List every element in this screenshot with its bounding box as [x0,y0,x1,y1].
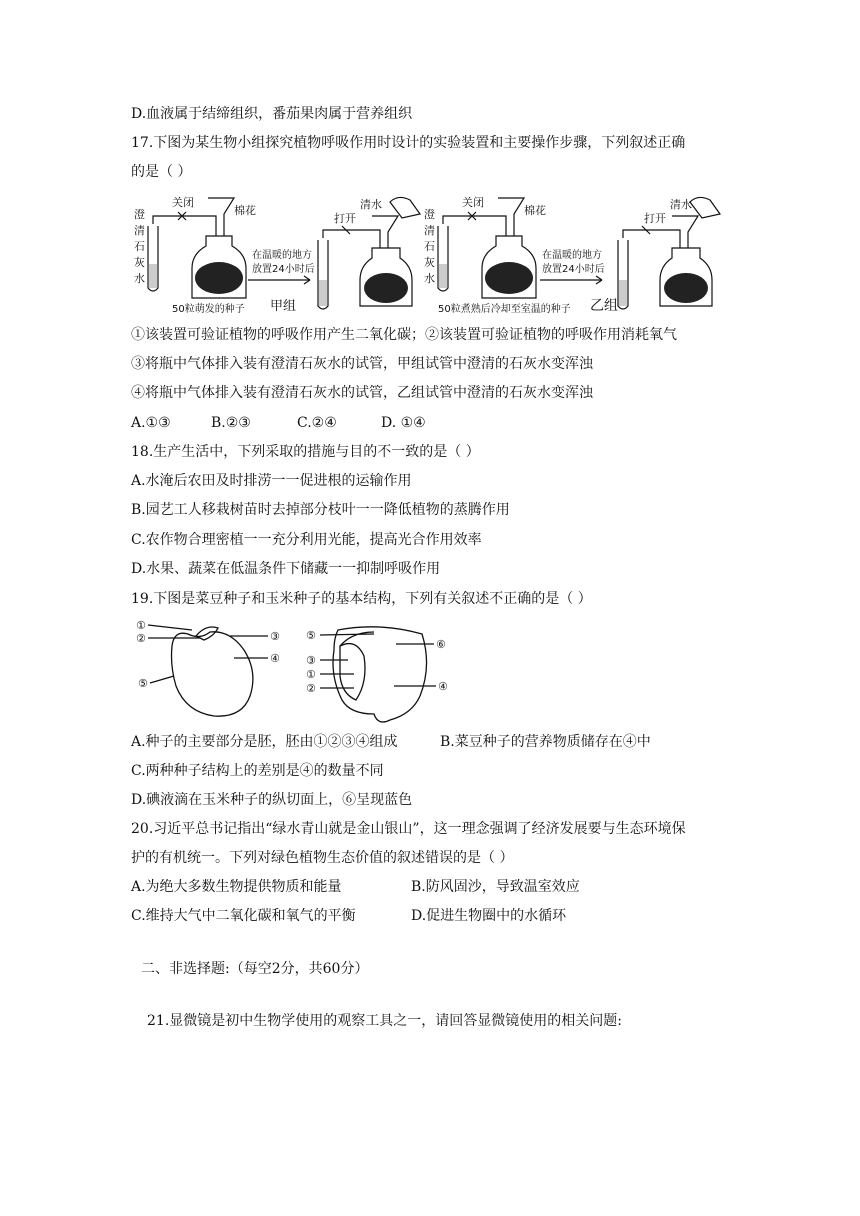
q17-option-c: C.②④ [297,415,337,431]
limewater-char-3-b: 石 [424,240,435,253]
label-group-b: 乙组 [590,298,618,314]
label-open-b: 打开 [644,212,666,225]
seeds-a2 [364,273,408,303]
q20-option-c: C.维持大气中二氧化碳和氧气的平衡 [131,908,356,924]
water-beaker-b [690,197,720,218]
funnel-a1 [208,198,234,236]
corn-label-4: ④ [438,680,448,693]
label-water-a: 清水 [360,198,382,211]
label-cotton-a: 棉花 [234,204,256,217]
q18-option-d: D.水果、蔬菜在低温条件下储藏一一抑制呼吸作用 [131,561,441,577]
label-closed-a: 关闭 [172,196,194,209]
limewater-char-2-a: 清 [134,224,145,237]
corn-label-5: ⑤ [306,629,316,642]
seeds-b1 [485,262,533,294]
q17-statement-1-2: ①该装置可验证植物的呼吸作用产生二氧化碳；②该装置可验证植物的呼吸作用消耗氧气 [131,327,677,343]
limewater-char-1-a: 澄 [134,208,145,221]
limewater-char-2-b: 清 [424,224,435,237]
bean-label-1: ① [136,619,146,632]
q17-stem-line1: 17.下图为某生物小组探究植物呼吸作用时设计的实验装置和主要操作步骤，下列叙述正确 [131,135,686,151]
bean-label-4: ④ [270,652,280,665]
label-warm-1-b: 在温暖的地方 [542,250,602,261]
label-warm-2-a: 放置24小时后 [252,264,315,275]
q17-option-b: B.②③ [211,415,251,431]
q18-stem: 18.生产生活中，下列采取的措施与目的不一致的是（ ） [131,444,480,460]
label-warm-2-b: 放置24小时后 [542,264,605,275]
limewater-char-5-b: 水 [424,272,435,285]
label-open-a: 打开 [334,212,356,225]
q19-option-c: C.两种种子结构上的差别是④的数量不同 [131,763,384,779]
q17-option-a: A.①③ [131,415,171,431]
q18-option-b: B.园艺工人移栽树苗时去掉部分枝叶一一降低植物的蒸腾作用 [131,502,510,518]
label-group-a: 甲组 [270,299,297,314]
q20-option-b: B.防风固沙，导致温室效应 [411,879,580,895]
q18-option-a: A.水淹后农田及时排涝一一促进根的运输作用 [131,473,412,489]
bean-label-2: ② [136,632,146,645]
label-water-b: 清水 [670,198,692,211]
water-beaker-a [390,197,420,218]
q19-option-d: D.碘液滴在玉米种子的纵切面上，⑥呈现蓝色 [131,792,413,808]
limewater-char-5-a: 水 [134,272,145,285]
q17-stem-line2: 的是（ ） [131,164,192,180]
q17-statement-3: ③将瓶中气体排入装有澄清石灰水的试管，甲组试管中澄清的石灰水变浑浊 [131,356,593,372]
limewater-char-4-b: 灰 [424,256,435,269]
label-seeds-b: 50粒煮熟后冷却至室温的种子 [438,304,571,315]
q17-experiment-figure [128,188,728,318]
label-closed-b: 关闭 [462,196,484,209]
bean-label-5: ⑤ [138,677,148,690]
section-2-title: 二、非选择题:（每空2分，共60分） [141,961,369,977]
corn-embryo [340,644,365,700]
limewater-char-3-a: 石 [134,240,145,253]
q19-seed-figure [130,616,460,726]
seeds-a1 [195,262,243,294]
funnel-b2 [672,216,698,248]
q19-option-b: B.菜豆种子的营养物质储存在④中 [440,734,651,750]
q17-statement-4: ④将瓶中气体排入装有澄清石灰水的试管，乙组试管中澄清的石灰水变浑浊 [131,385,593,401]
q20-stem-line1: 20.习近平总书记指出“绿水青山就是金山银山”，这一理念强调了经济发展要与生态环境保 [131,821,686,837]
q20-stem-line2: 护的有机统一。下列对绿色植物生态价值的叙述错误的是（ ） [131,850,514,866]
corn-label-2: ② [306,682,316,695]
q16-option-d: D.血液属于结缔组织，番茄果肉属于营养组织 [131,106,413,122]
q20-option-a: A.为绝大多数生物提供物质和能量 [131,879,342,895]
label-warm-1-a: 在温暖的地方 [252,250,312,261]
bean-seed-outline [172,632,253,716]
q18-option-c: C.农作物合理密植一一充分利用光能，提高光合作用效率 [131,532,482,548]
bean-label-3: ③ [270,630,280,643]
funnel-b1 [498,198,524,236]
corn-label-3: ③ [306,654,316,667]
q20-option-d: D.促进生物圈中的水循环 [411,908,567,924]
corn-label-1: ① [306,668,316,681]
label-seeds-a: 50粒萌发的种子 [172,304,245,315]
q19-stem: 19.下图是菜豆种子和玉米种子的基本结构，下列有关叙述不正确的是（ ） [131,591,592,607]
q19-option-a: A.种子的主要部分是胚，胚由①②③④组成 [131,734,398,750]
funnel-a2 [372,216,398,248]
limewater-char-1-b: 澄 [424,208,435,221]
label-cotton-b: 棉花 [524,204,546,217]
q21-stem: 21.显微镜是初中生物学使用的观察工具之一，请回答显微镜使用的相关问题: [147,1013,622,1029]
corn-label-6: ⑥ [436,638,446,651]
seeds-b2 [664,273,708,303]
q17-option-d: D. ①④ [381,415,426,431]
limewater-char-4-a: 灰 [134,256,145,269]
